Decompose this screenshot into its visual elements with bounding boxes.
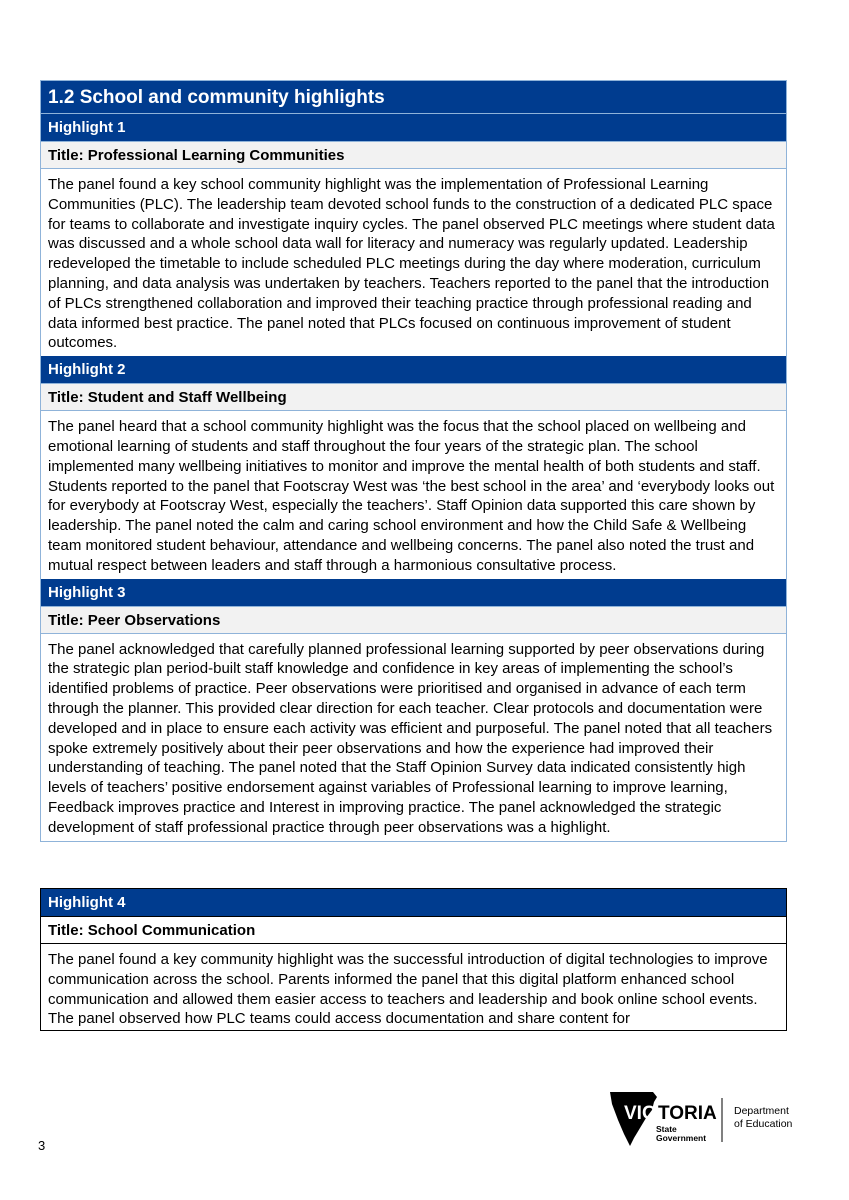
highlight-1-body: The panel found a key school community highlight was the implementation of Professional Learning Communities (PLC). The leadership team devoted school funds to the construction of a dedicated PLC space for teams to collaborate and investigate inquiry cycles. The panel observed PLC meetings where student data was discussed and a whole school data wall for literacy and numeracy was regularly updated. Leadership redeveloped the timetable to include scheduled PLC meetings during the day where moderation, curriculum planning, and data analysis was undertaken by teachers. Teachers reported to the panel that the introduction of PLCs strengthened collaboration and improved their teaching practice through professional reading and data informed best practice. The panel noted that PLCs focused on continuous improvement of student outcomes. bbox=[48, 176, 775, 352]
victoria-government-logo bbox=[610, 1088, 810, 1150]
highlights-table bbox=[40, 80, 787, 842]
highlight-2-body: The panel heard that a school community highlight was the focus that the school placed on wellbeing and emotional learning of students and staff throughout the four years of the strategic plan. The school implemented many wellbeing initiatives to monitor and improve the mental health of both students and staff. Students reported to the panel that Footscray West was ‘the best school in the area’ and ‘everybody looks out for everybody at Footscray West, especially the teachers’. Staff Opinion data supported this care shown by leadership. The panel noted the calm and caring school environment and how the Child Safe & Wellbeing team monitored student behaviour, attendance and wellbeing concerns. The panel also noted the trust and mutual respect between leaders and staff through a harmonious consultative process. bbox=[48, 418, 775, 574]
highlight-2-label: Highlight 2 bbox=[41, 356, 786, 384]
highlight-4-label: Highlight 4 bbox=[41, 889, 786, 917]
highlight-3-label: Highlight 3 bbox=[41, 579, 786, 607]
highlight-1-title: Title: Professional Learning Communities bbox=[41, 142, 786, 169]
svg-text:of Education: of Education bbox=[734, 1118, 793, 1130]
victoria-map-icon bbox=[610, 1088, 810, 1150]
highlight-4-title: Title: School Communication bbox=[41, 917, 786, 944]
highlight-1-label: Highlight 1 bbox=[41, 114, 786, 142]
svg-text:Department: Department bbox=[734, 1105, 789, 1117]
highlight-2-title: Title: Student and Staff Wellbeing bbox=[41, 384, 786, 411]
svg-text:Government: Government bbox=[656, 1133, 707, 1143]
highlight-4-body: The panel found a key community highlight was the successful introduction of digital technologies to improve communication across the school. Parents informed the panel that this digital platform enhanced school communication and allowed them easier access to teachers and leadership and book online school events. The panel observed how PLC teams could access documentation and share content for bbox=[48, 951, 768, 1028]
svg-text:State: State bbox=[656, 1124, 677, 1134]
page-number: 3 bbox=[38, 1138, 46, 1153]
svg-text:TORIA: TORIA bbox=[658, 1103, 717, 1124]
highlight-3-title: Title: Peer Observations bbox=[41, 607, 786, 634]
highlight-3-body: The panel acknowledged that carefully planned professional learning supported by peer observations during the strategic plan period-built staff knowledge and confidence in key areas of implementing the school’s identified problems of practice. Peer observations were prioritised and organised in advance of each term through the planner. This provided clear direction for each teacher. Clear protocols and documentation were developed and in place to ensure each activity was efficient and purposeful. The panel noted that all teachers spoke extremely positively about their peer observations and how the experience had improved their understanding of teaching. The panel noted that the Staff Opinion Survey data indicated consistently high levels of teachers’ positive endorsement against variables of Professional learning to improve learning, Feedback improves practice and Interest in improving practice. The panel acknowledged the strategic development of staff professional practice through peer observations was a highlight. bbox=[48, 640, 773, 836]
section-title: 1.2 School and community highlights bbox=[41, 81, 786, 114]
highlight-4-table bbox=[40, 888, 787, 1031]
svg-text:VIC: VIC bbox=[624, 1103, 656, 1124]
